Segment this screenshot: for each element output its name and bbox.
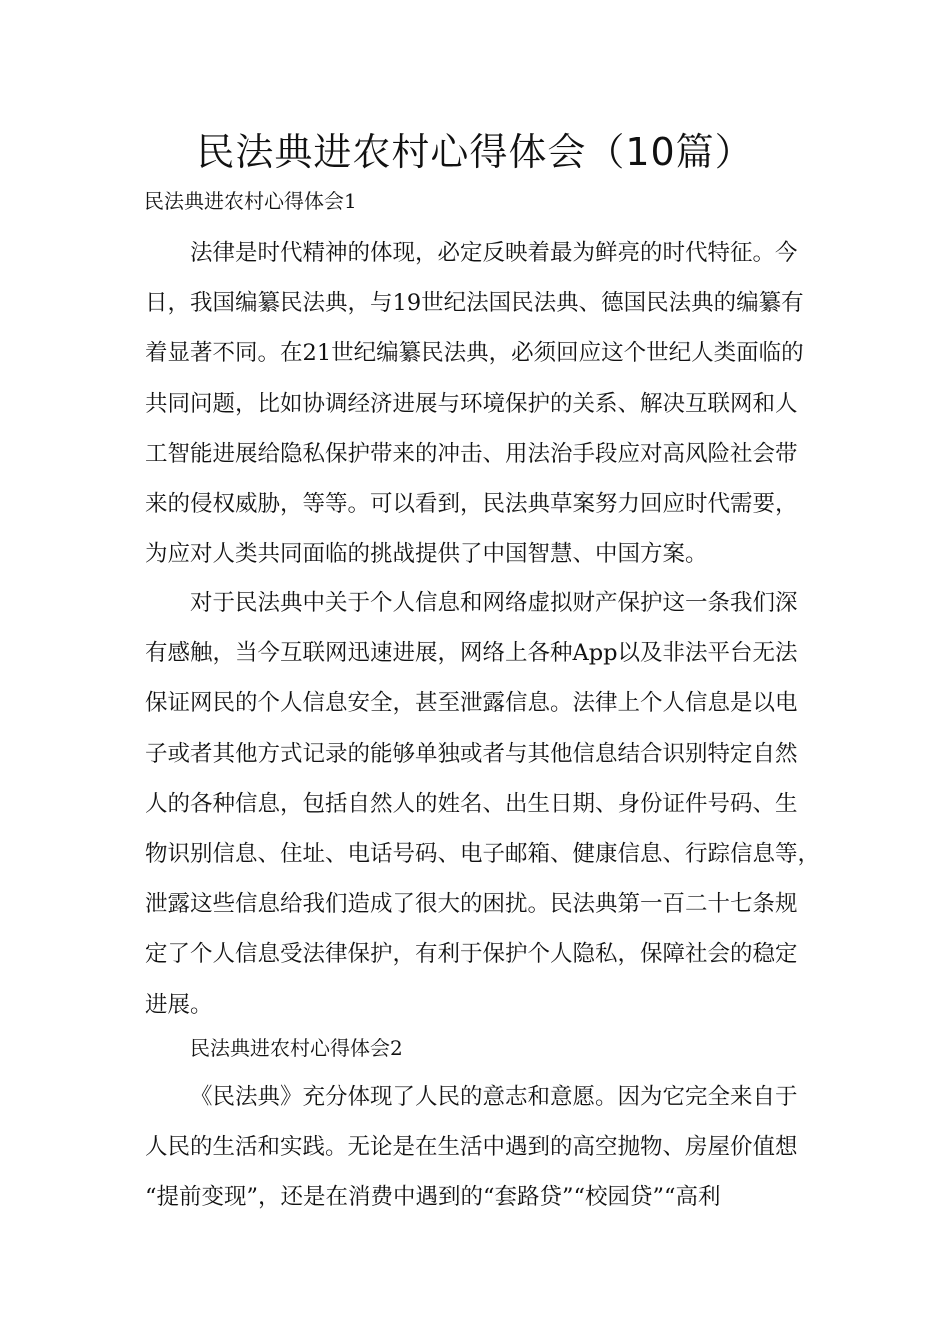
section-1-paragraph-2: [145, 578, 825, 1030]
document-title: 民法典进农村心得体会（10篇）: [196, 130, 754, 174]
section-heading-1: 民法典进农村心得体会1: [144, 189, 357, 213]
paragraph-line: 日，我国编纂民法典，与19世纪法国民法典、德国民法典的编纂有: [145, 290, 804, 317]
paragraph-line: 保证网民的个人信息安全，甚至泄露信息。法律上个人信息是以电: [145, 690, 798, 717]
paragraph-line: 《民法典》充分体现了人民的意志和意愿。因为它完全来自于: [190, 1084, 798, 1110]
paragraph-line: 泄露这些信息给我们造成了很大的困扰。民法典第一百二十七条规: [145, 891, 798, 918]
section-1-paragraph-1: [145, 228, 825, 579]
paragraph-line: 来的侵权威胁，等等。可以看到，民法典草案努力回应时代需要，: [145, 490, 798, 517]
paragraph-line: 有感触，当今互联网迅速进展，网络上各种App以及非法平台无法: [145, 640, 798, 667]
paragraph-line: 法律是时代精神的体现，必定反映着最为鲜亮的时代特征。今: [190, 240, 798, 266]
paragraph-line: 着显著不同。在21世纪编纂民法典，必须回应这个世纪人类面临的: [145, 340, 804, 367]
paragraph-line: “提前变现”，还是在消费中遇到的“套路贷”“校园贷”“高利: [145, 1184, 721, 1211]
paragraph-line: 对于民法典中关于个人信息和网络虚拟财产保护这一条我们深: [190, 590, 798, 616]
section-2-paragraph-1: [145, 1072, 825, 1223]
paragraph-line: 子或者其他方式记录的能够单独或者与其他信息结合识别特定自然: [145, 740, 798, 767]
paragraph-line: 共同问题，比如协调经济进展与环境保护的关系、解决互联网和人: [145, 390, 798, 417]
paragraph-line: 人的各种信息，包括自然人的姓名、出生日期、身份证件号码、生: [145, 790, 798, 817]
paragraph-line: 工智能进展给隐私保护带来的冲击、用法治手段应对高风险社会带: [145, 440, 798, 467]
paragraph-line: 定了个人信息受法律保护，有利于保护个人隐私，保障社会的稳定: [145, 941, 798, 968]
paragraph-line: 为应对人类共同面临的挑战提供了中国智慧、中国方案。: [145, 541, 708, 568]
paragraph-line: 进展。: [145, 991, 213, 1018]
section-heading-2: 民法典进农村心得体会2: [190, 1036, 403, 1060]
paragraph-line: 物识别信息、住址、电话号码、电子邮箱、健康信息、行踪信息等，: [145, 840, 821, 867]
paragraph-line: 人民的生活和实践。无论是在生活中遇到的高空抛物、房屋价值想: [145, 1134, 798, 1161]
